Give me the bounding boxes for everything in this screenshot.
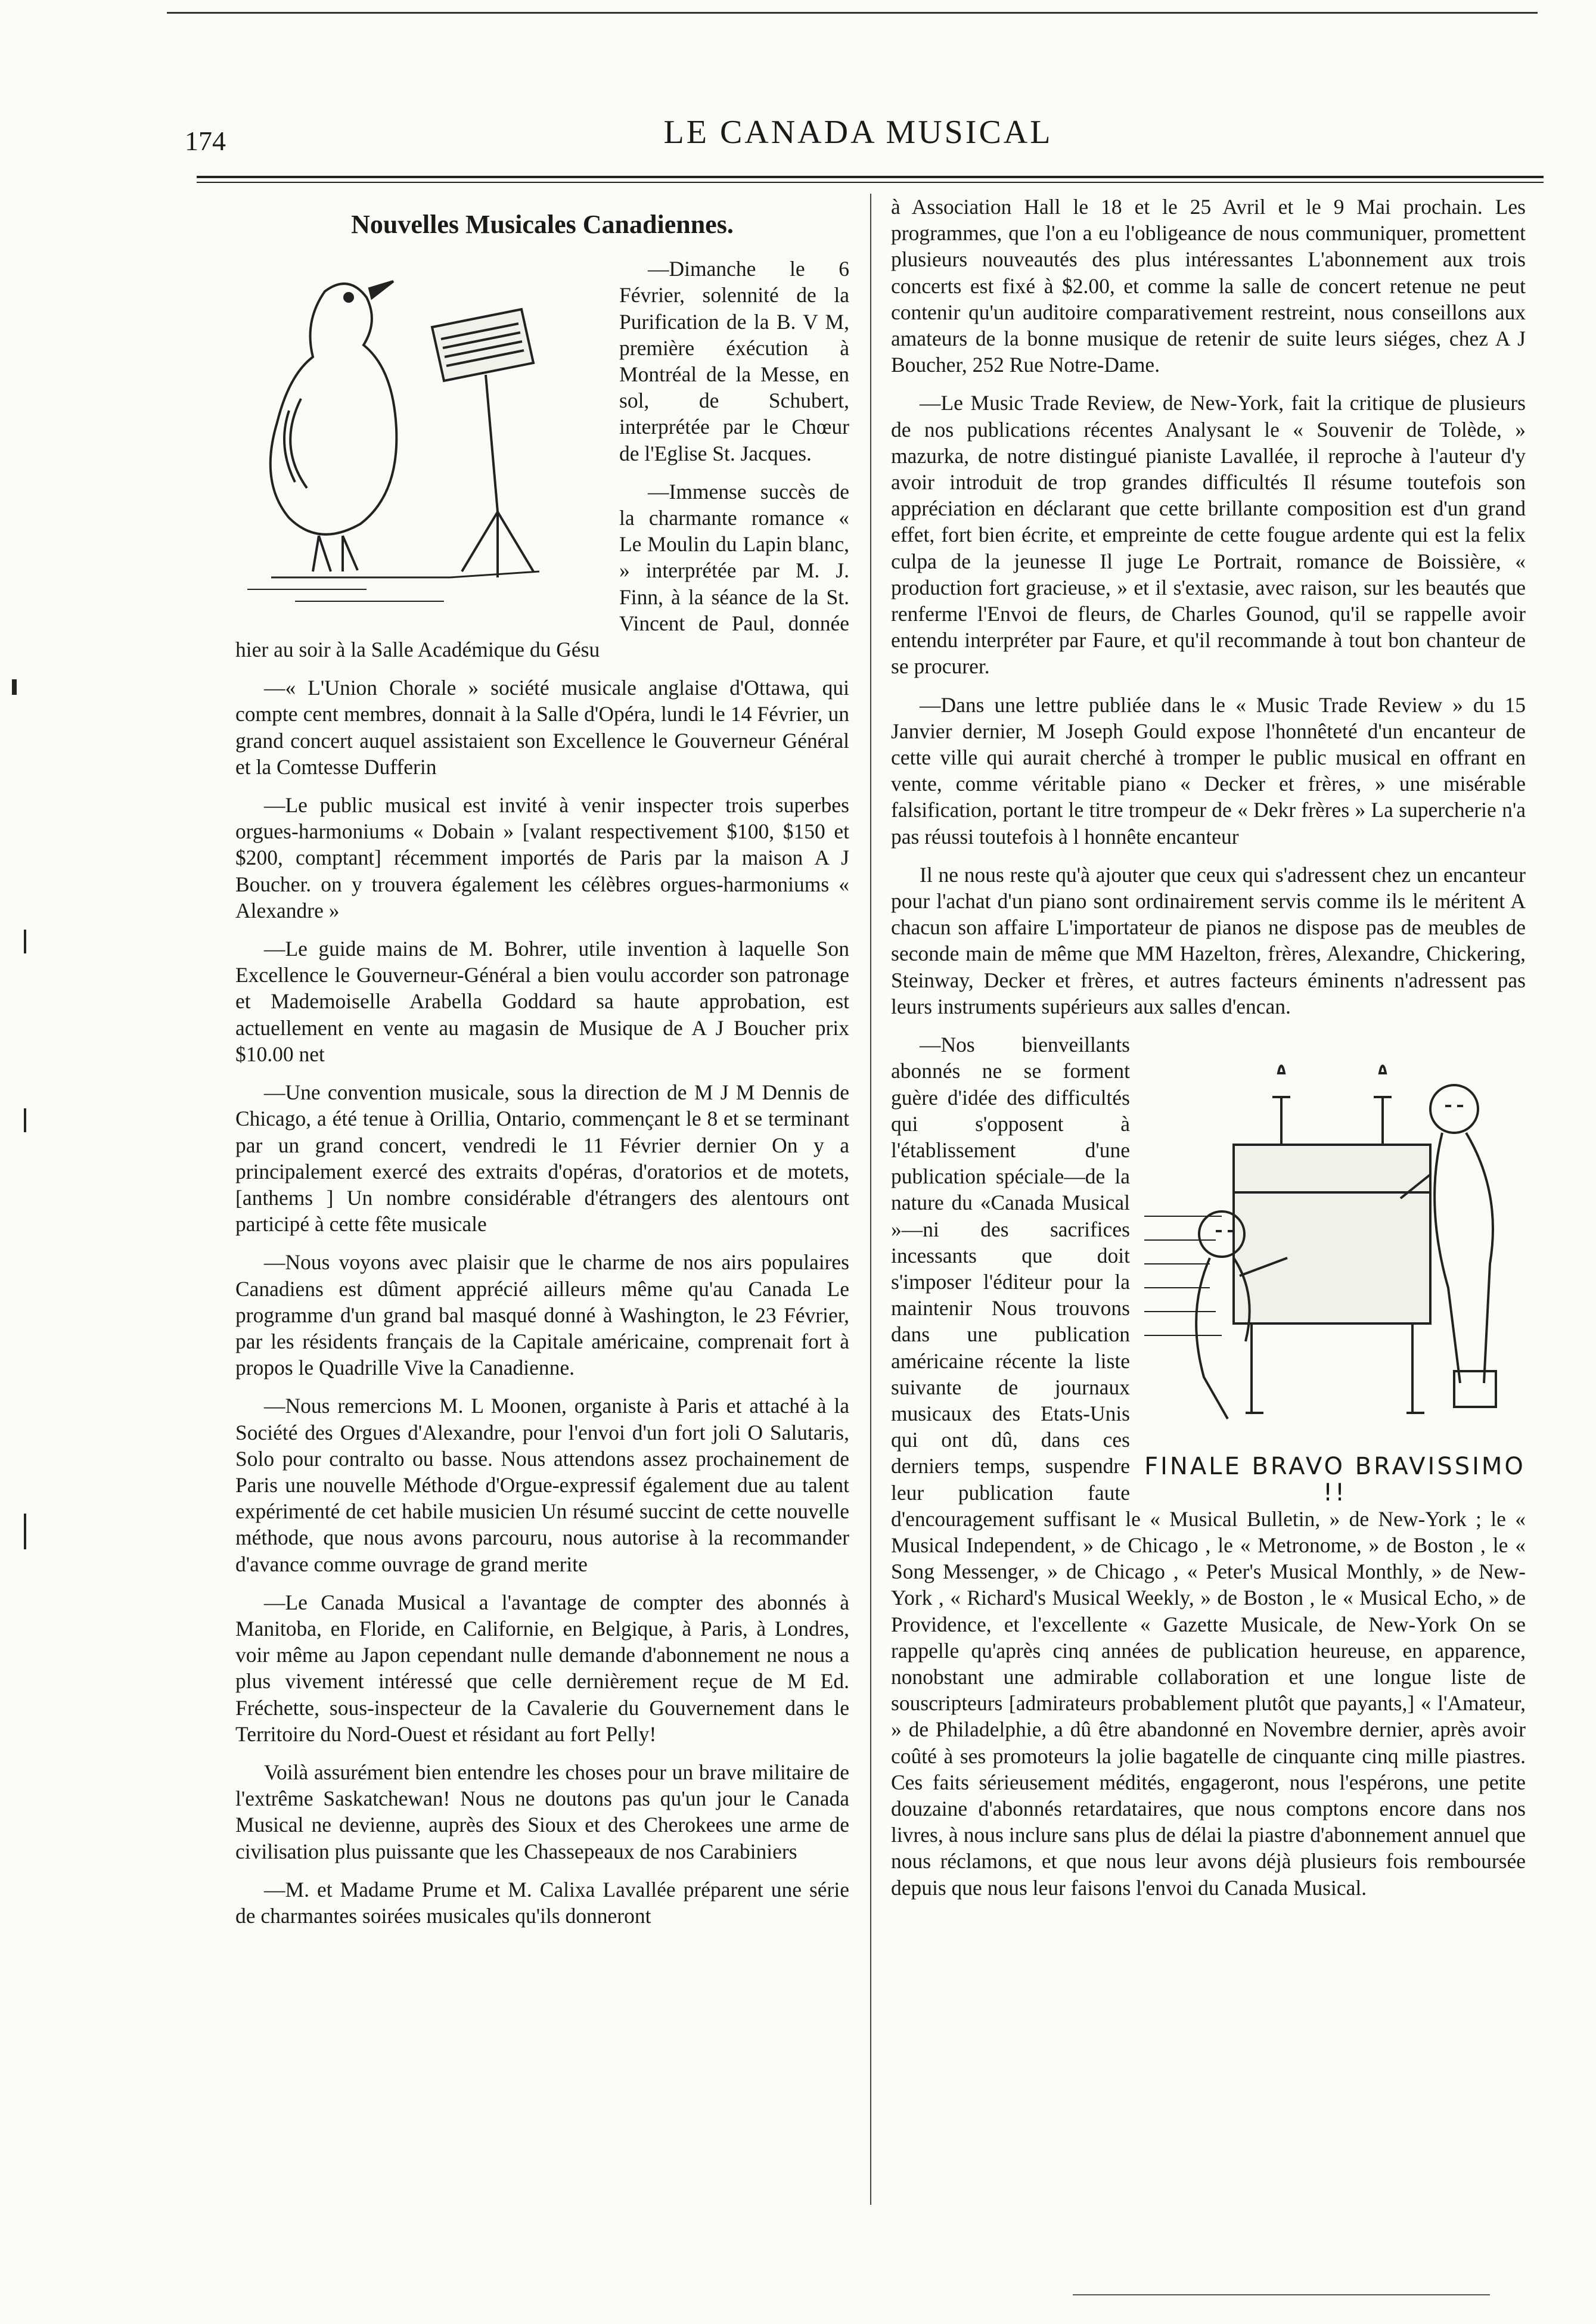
article-paragraph: —Nous remercions M. L Moonen, organiste à Paris et attaché à la Société des Orgues d'Alexandre, pour l'envoi d'un fort joli O Salutaris, Solo pour contralto ou basse. Nous attendons assez prochainement de Paris une nouvelle Méthode d'Orgue-expressif également due au talent expérimenté de cet habile musicien Un résumé succint de cette nouvelle méthode, que nous avons parcouru, nous autorise à la recommander d'avance comme ouvrage de grand merite	[235, 1394, 849, 1576]
margin-mark	[12, 679, 17, 695]
article-paragraph: —Le guide mains de M. Bohrer, utile invention à laquelle Son Excellence le Gouverneur-Général a bien voulu accorder son patronage et Mademoiselle Arabella Goddard sa haute approbation, est actuellement en vente au magasin de Musique de A J Boucher prix $10.00 net	[235, 937, 849, 1066]
article-paragraph: —Le Canada Musical a l'avantage de compter des abonnés à Manitoba, en Floride, en Californie, en Belgique, à Paris, à Londres, voir même au Japon cependant nulle demande d'abonnement ne nous a plus vivement intéressé que celle dernièrement reçue de M Ed. Fréchette, sous-inspecteur de la Cavalerie du Gouvernement dans le Territoire du Nord-Ouest et résidant au fort Pelly!	[235, 1590, 849, 1746]
bottom-rule	[1073, 2294, 1490, 2295]
article-paragraph: Il ne nous reste qu'à ajouter que ceux qui s'adressent chez un encanteur pour l'achat d'un piano sont ordinairement servis comme ils le méritent A chacun son affaire L'importateur de pianos ne dispose pas de meubles de seconde main de même que MM Hazelton, frères, Alexandre, Chickering, Steinway, Decker et frères, et autres facteurs éminents n'adressent pas leurs instruments supérieurs aux salles d'encan.	[891, 862, 1526, 1018]
article-paragraph: —Dans une lettre publiée dans le « Music Trade Review » du 15 Janvier dernier, M Joseph Gould expose l'honnêteté d'un encanteur de cette ville qui aurait cherché à tromper le public musical en offrant en vente, comme véritable piano « Decker et frères, » une misérable falsification, portant le titre trompeur de « Dekr frères » La supercherie n'a pas réussi toutefois à l honnête encanteur	[891, 692, 1526, 849]
header-rule	[197, 176, 1544, 178]
article-paragraph: à Association Hall le 18 et le 25 Avril et le 9 Mai prochain. Les programmes, que l'on a eu l'obligeance de nous communiquer, promettent plusieurs nouveautés des plus intéressantes L'abonnement aux trois concerts est fixé à $2.00, et comme la salle de concert retenue ne peut contenir qu'un auditoire comparativement restreint, nous conseillons aux amateurs de la bonne musique de retenir de suite leurs siéges, chez A J Boucher, 252 Rue Notre-Dame.	[891, 195, 1526, 377]
column-divider	[870, 194, 871, 2205]
article-paragraph: —Nos bienveillants abonnés ne se forment guère d'idée des difficultés qui s'opposent à l'établissement d'une publication spéciale—de la nature du «Canada Musical »—ni des sacrifices incessants que doit s'imposer l'éditeur pour la maintenir Nous trouvons dans une publication américaine récente la liste suivante de journaux musicaux des Etats-Unis qui ont dû, dans ces derniers temps, suspendre leur publication faute d'encouragement suffisant le « Musical Bulletin, » de New-York ; le « Musical Independent, » de Chicago , le « Metronome, » de Boston , le « Song Messenger, » de Chicago , « Peter's Musical Monthly, » de New-York , « Richard's Musical Weekly, » de Boston , le « Musical Echo, » de Providence, et l'excellente « Gazette Musicale, de New-York On se rappelle qu'après cinq années de publication heureuse, en apparence, nonobstant une admirable collaboration et une longue liste de souscripteurs [admirateurs probablement plutôt que payants,] « l'Amateur, » de Philadelphie, a dû être abandonné en Novembre dernier, après avoir coûté à ses promoteurs la jolie bagatelle de cinquante cinq mille piastres. Ces faits sérieusement médités, engageront, nous l'espérons, une petite douzaine d'abonnés retardataires, que nous comptons encore dans nos livres, à nous inclure sans plus de délai la piastre d'abonnement annuel que nous réclamons, et que nous leur avons déjà plusieurs fois remboursée depuis que nous leur faisons l'envoi du Canada Musical.	[891, 1033, 1526, 1900]
right-column	[891, 194, 1526, 1913]
margin-mark	[24, 930, 26, 953]
page-header	[173, 107, 1544, 155]
article-paragraph: —Une convention musicale, sous la direction de M J M Dennis de Chicago, a été tenue à Orillia, Ontario, commençant le 8 et se terminant par un grand concert, vendredi le 11 Février dernier On y a principalement exercé des extraits d'opéras, d'oratorios et de motets, [anthems ] Un nombre considérable d'étrangers des alentours ont participé à cette fête musicale	[235, 1080, 849, 1236]
margin-mark	[24, 1108, 26, 1132]
article-paragraph: —Nous voyons avec plaisir que le charme de nos airs populaires Canadiens est dûment apprécié ailleurs même qu'au Canada Le programme d'un grand bal masqué donné à Washington, le 23 Février, par les résidents français de la Capitale américaine, comprenait fort à propos le Quadrille Vive la Canadienne.	[235, 1250, 849, 1380]
article-paragraph: —« L'Union Chorale » société musicale anglaise d'Ottawa, qui compte cent membres, donnait à la Salle d'Opéra, lundi le 14 Février, un grand concert auquel assistaient son Excellence le Gouverneur Général et la Comtesse Dufferin	[235, 676, 849, 779]
article-paragraph: —Dimanche le 6 Février, solennité de la Purification de la B. V M, première éxécution à Montréal de la Messe, en sol, de Schubert, interprétée par le Chœur de l'Eglise St. Jacques.	[619, 257, 849, 465]
article-paragraph: —Immense succès de la charmante romance « Le Moulin du Lapin blanc, » interprétée par M. J. Finn, à la séance de la St. Vincent de Paul, donnée hier au soir à la Salle Académique du Gésu	[235, 479, 849, 662]
illustration-caption: FINALE BRAVO BRAVISSIMO !!	[1144, 1453, 1526, 1507]
header-rule-thin	[197, 182, 1544, 183]
piano-illustration	[1144, 1037, 1526, 1507]
article-paragraph: Voilà assurément bien entendre les choses pour un brave militaire de l'extrême Saskatchewan! Nous ne doutons pas qu'un jour le Canada Musical ne devienne, auprès des Sioux et des Cherokees une arme de civilisation plus puissante que les Chassepeaux de nos Carabiniers	[235, 1760, 849, 1863]
page-number: 174	[185, 126, 226, 156]
section-heading: Nouvelles Musicales Canadiennes.	[351, 210, 734, 239]
left-column	[235, 194, 849, 1941]
article-paragraph: —Le Music Trade Review, de New-York, fait la critique de plusieurs de nos publications récentes Analysant le « Souvenir de Tolède, » mazurka, de notre distingué pianiste Lavallée, il reproche à l'auteur d'y avoir introduit de trop grandes difficultés Il résume toutefois son appréciation en déclarant que cette brillante composition est d'un grand effet, fort bien écrite, et empreinte de cette fougue ardente qui est la felix culpa de la jeunesse Il juge Le Portrait, romance de Boissière, « production fort gracieuse, » et il s'extasie, avec raison, sur les beautés que renferme l'Envoi de fleurs, de Charles Gounod, qu'il se rappelle avoir entendu interpréter par Faure, et qu'il recommande à tout bon chanteur de se procurer.	[891, 391, 1526, 679]
monkeys-at-piano-icon	[1144, 1037, 1526, 1449]
chick-with-music-stand-icon	[235, 256, 605, 613]
margin-mark	[24, 1514, 26, 1549]
article-paragraph: —M. et Madame Prume et M. Calixa Lavallée préparent une série de charmantes soirées musicales qu'ils donneront	[235, 1877, 849, 1928]
article-paragraph: —Le public musical est invité à venir inspecter trois superbes orgues-harmoniums « Dobain » [valant respectivement $100, $150 et $200, comptant] récemment importés de Paris par la maison A J Boucher. on y trouvera également les célèbres orgues-harmoniums « Alexandre »	[235, 793, 849, 922]
top-rule	[167, 12, 1538, 14]
page-title: LE CANADA MUSICAL	[663, 114, 1053, 151]
